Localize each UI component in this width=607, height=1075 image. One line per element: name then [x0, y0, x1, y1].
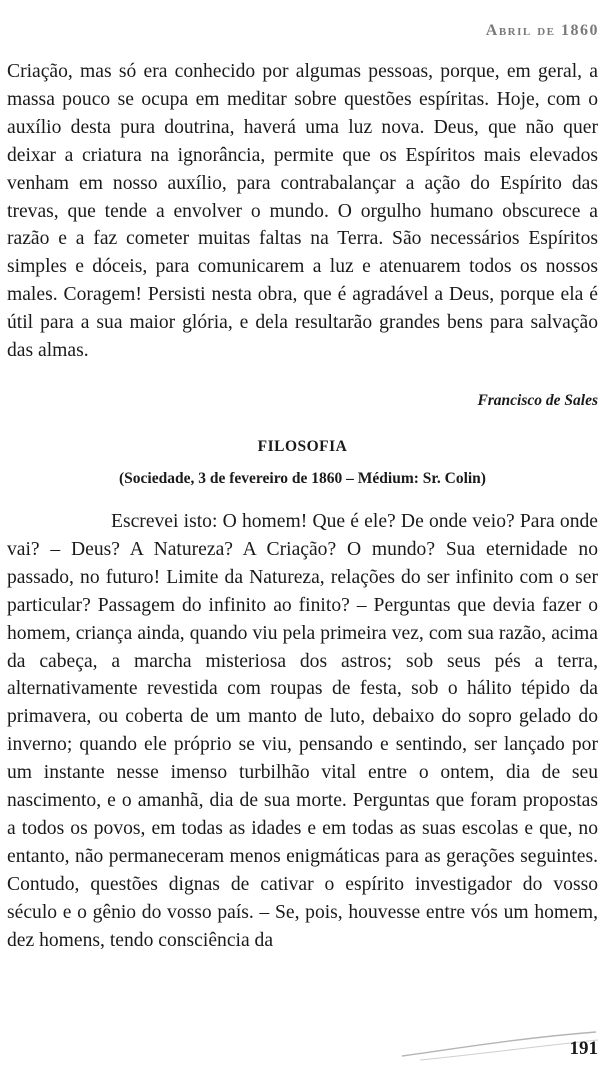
paragraph-1: Criação, mas só era conhecido por algumas pessoas, porque, em geral, a massa pouco se ocupa em meditar sobre questões espíritas. Hoje, com o auxílio desta pura doutrina, haverá uma luz nova. Deus, que não quer deixar a criatura na ignorância, permite que os Espíritos mais elevados venham em nosso auxílio, para contrabalançar a ação do Espírito das trevas, que tende a envolver o mundo. O orgulho humano obscurece a razão e a faz cometer muitas faltas na Terra. São necessários Espíritos simples e dóceis, para comunicarem a luz e atenuarem todos os nossos males. Coragem! Persisti nesta obra, que é agradável a Deus, porque ela é útil para a sua maior glória, e dela resultarão grandes bens para salvação das almas. — [7, 61, 598, 362]
section-subtitle: (Sociedade, 3 de fevereiro de 1860 – Médium: Sr. Colin) — [119, 469, 486, 487]
page-number: 191 — [569, 1038, 598, 1059]
section-title: FILOSOFIA — [257, 437, 348, 455]
signature: Francisco de Sales — [477, 391, 598, 409]
running-header: Abril de 1860 — [485, 22, 599, 39]
paragraph-2: Escrevei isto: O homem! Que é ele? De onde veio? Para onde vai? – Deus? A Natureza? A Criação? O mundo? Sua eternidade no passado, no futuro! Limite da Natureza, relações do ser infinito com o ser particular? Passagem do infinito ao finito? – Perguntas que devia fazer o homem, criança ainda, quando viu pela primeira vez, com sua razão, acima da cabeça, a marcha misteriosa dos astros; sob seus pés a terra, alternativamente revestida com roupas de festa, sob o hálito tépido da primavera, ou coberta de um manto de luto, debaixo do sopro gelado do inverno; quando ele próprio se viu, pensando e sentindo, ser lançado por um instante nesse imenso turbilhão vital entre o ontem, dia de seu nascimento, e o amanhã, dia de sua morte. Perguntas que foram propostas a todos os povos, em todas as idades e em todas as suas escolas e que, no entanto, não permaneceram menos enigmáticas para as gerações seguintes. Contudo, questões dignas de cativar o espírito investigador do vosso século e o gênio do vosso país. – Se, pois, houvesse entre vós um homem, dez homens, tendo consciência da — [7, 510, 598, 951]
page-content — [7, 58, 598, 954]
